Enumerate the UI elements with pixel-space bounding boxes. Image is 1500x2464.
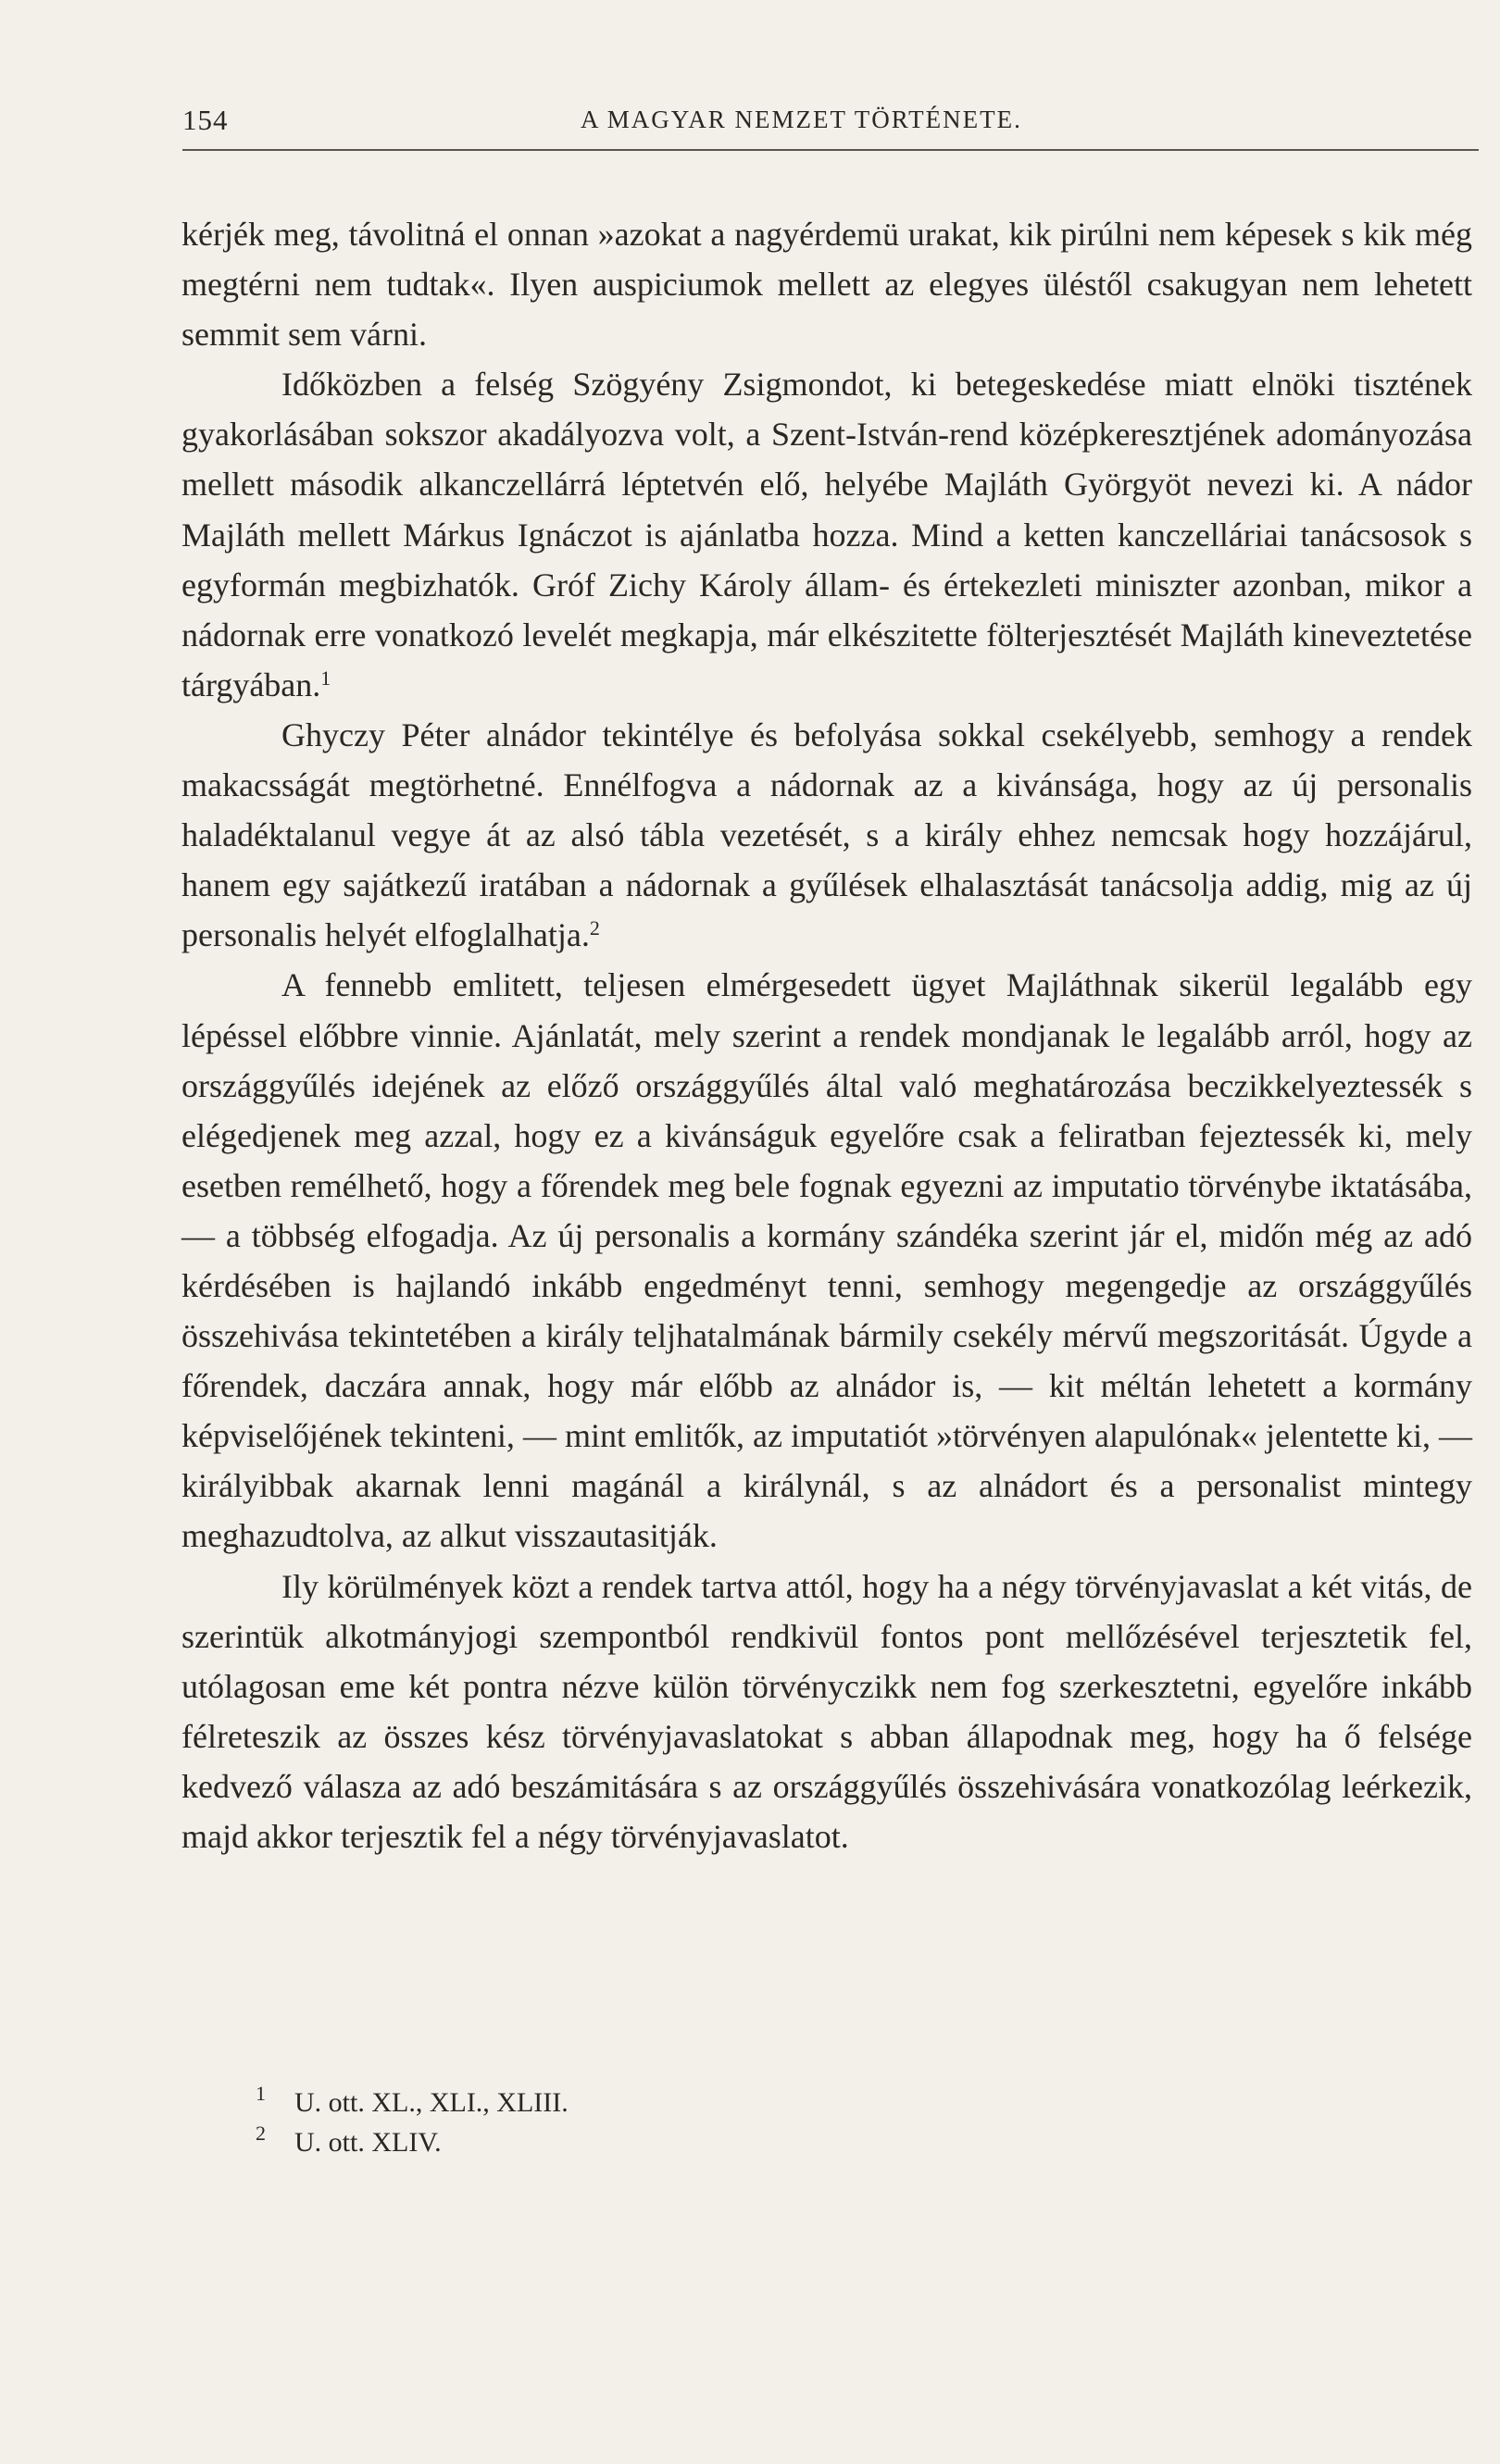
footnote-ref-1: 1 <box>320 666 331 690</box>
footnote-2: $^2$ U. ott. XLIV. <box>256 2122 442 2158</box>
paragraph-1-text: kérjék meg, távolitná el onnan »azokat a nagyérdemü urakat, kik pirúlni nem képesek s kik még megtérni nem tudtak«. Ilyen auspiciumok mellett az elegyes üléstől csakugyan nem lehetett semmit sem várni. <box>181 216 1472 354</box>
page-number: 154 <box>182 104 229 136</box>
body-text <box>181 209 1472 1861</box>
header-rule <box>182 149 1479 151</box>
paragraph-3 <box>181 710 1472 960</box>
footnote-ref-2: 2 <box>589 916 600 940</box>
running-title: A MAGYAR NEMZET TÖRTÉNETE. <box>581 106 1022 133</box>
paragraph-2-text: Időközben a felség Szögyény Zsigmondot, ki betegeskedése miatt elnöki tisztének gyakorlásában sokszor akadályozva volt, a Szent-István-rend középkeresztjének adományozása mellett második alkanczellárrá léptetvén elő, helyébe Majláth Györgyöt nevezi ki. A nádor Majláth mellett Márkus Ignáczot is ajánlatba hozza. Mind a ketten kanczelláriai tanácsosok s egyformán megbizhatók. Gróf Zichy Károly állam- és értekezleti miniszter azonban, mikor a nádornak erre vonatkozó levelét megkapja, már elkészitette fölterjesztését Majláth kineveztetése tárgyában. <box>181 366 1472 703</box>
footnote-2-text: U. ott. XLIV. <box>294 2127 442 2158</box>
paragraph-4-text: A fennebb emlitett, teljesen elmérgesedett ügyet Majláthnak sikerül legalább egy lépéssel előbbre vinnie. Ajánlatát, mely szerint a rendek mondjanak le legalább arról, hogy az országgyűlés idejének az előző országgyűlés által való meghatározása beczikkelyeztessék s elégedjenek meg azzal, hogy ez a kivánságuk egyelőre csak a feliratban fejeztessék ki, mely esetben remélhető, hogy a főrendek meg bele fognak egyezni az imputatio törvénybe iktatásába, — a többség elfogadja. Az új personalis a kormány szándéka szerint jár el, midőn még az adó kérdésében is hajlandó inkább engedményt tenni, semhogy megengedje az országgyűlés összehivása tekintetében a király teljhatalmának bármily csekély mérvű megszoritását. Úgyde a főrendek, daczára annak, hogy már előbb az alnádor is, — kit méltán lehetett a kormány képviselőjének tekinteni, — mint emlitők, az imputatiót »törvényen alapulónak« jelentette ki, — királyibbak akarnak lenni magánál a királynál, s az alnádort és a personalist mintegy meghazudtolva, az alkut visszautasitják. <box>181 966 1472 1555</box>
running-head <box>182 104 1479 144</box>
paragraph-4 <box>181 960 1472 1561</box>
footnote-1-text: U. ott. XL., XLI., XLIII. <box>294 2087 569 2118</box>
footnotes <box>256 2083 1274 2162</box>
paragraph-5 <box>181 1562 1472 1862</box>
paragraph-1 <box>181 209 1472 359</box>
paragraph-3-text: Ghyczy Péter alnádor tekintélye és befolyása sokkal csekélyebb, semhogy a rendek makacsságát megtörhetné. Ennélfogva a nádornak az a kivánsága, hogy az új personalis haladéktalanul vegye át az alsó tábla vezetését, s a király ehhez nemcsak hogy hozzájárul, hanem egy sajátkezű iratában a nádornak a gyűlések elhalasztását tanácsolja addig, mig az új personalis helyét elfoglalhatja. <box>181 716 1472 954</box>
footnote-1: $^1$ U. ott. XL., XLI., XLIII. <box>256 2082 569 2118</box>
paragraph-5-text: Ily körülmények közt a rendek tartva attól, hogy ha a négy törvényjavaslat a két vitás, de szerintük alkotmányjogi szempontból rendkivül fontos pont mellőzésével terjesztetik fel, utólagosan eme két pontra nézve külön törvényczikk nem fog szerkesztetni, egyelőre inkább félreteszik az összes kész törvényjavaslatokat s abban állapodnak meg, hogy ha ő felsége kedvező válasza az adó beszámitására s az országgyűlés összehivására vonatkozólag leérkezik, majd akkor terjesztik fel a négy törvényjavaslatot. <box>181 1567 1472 1855</box>
paragraph-2 <box>181 359 1472 710</box>
